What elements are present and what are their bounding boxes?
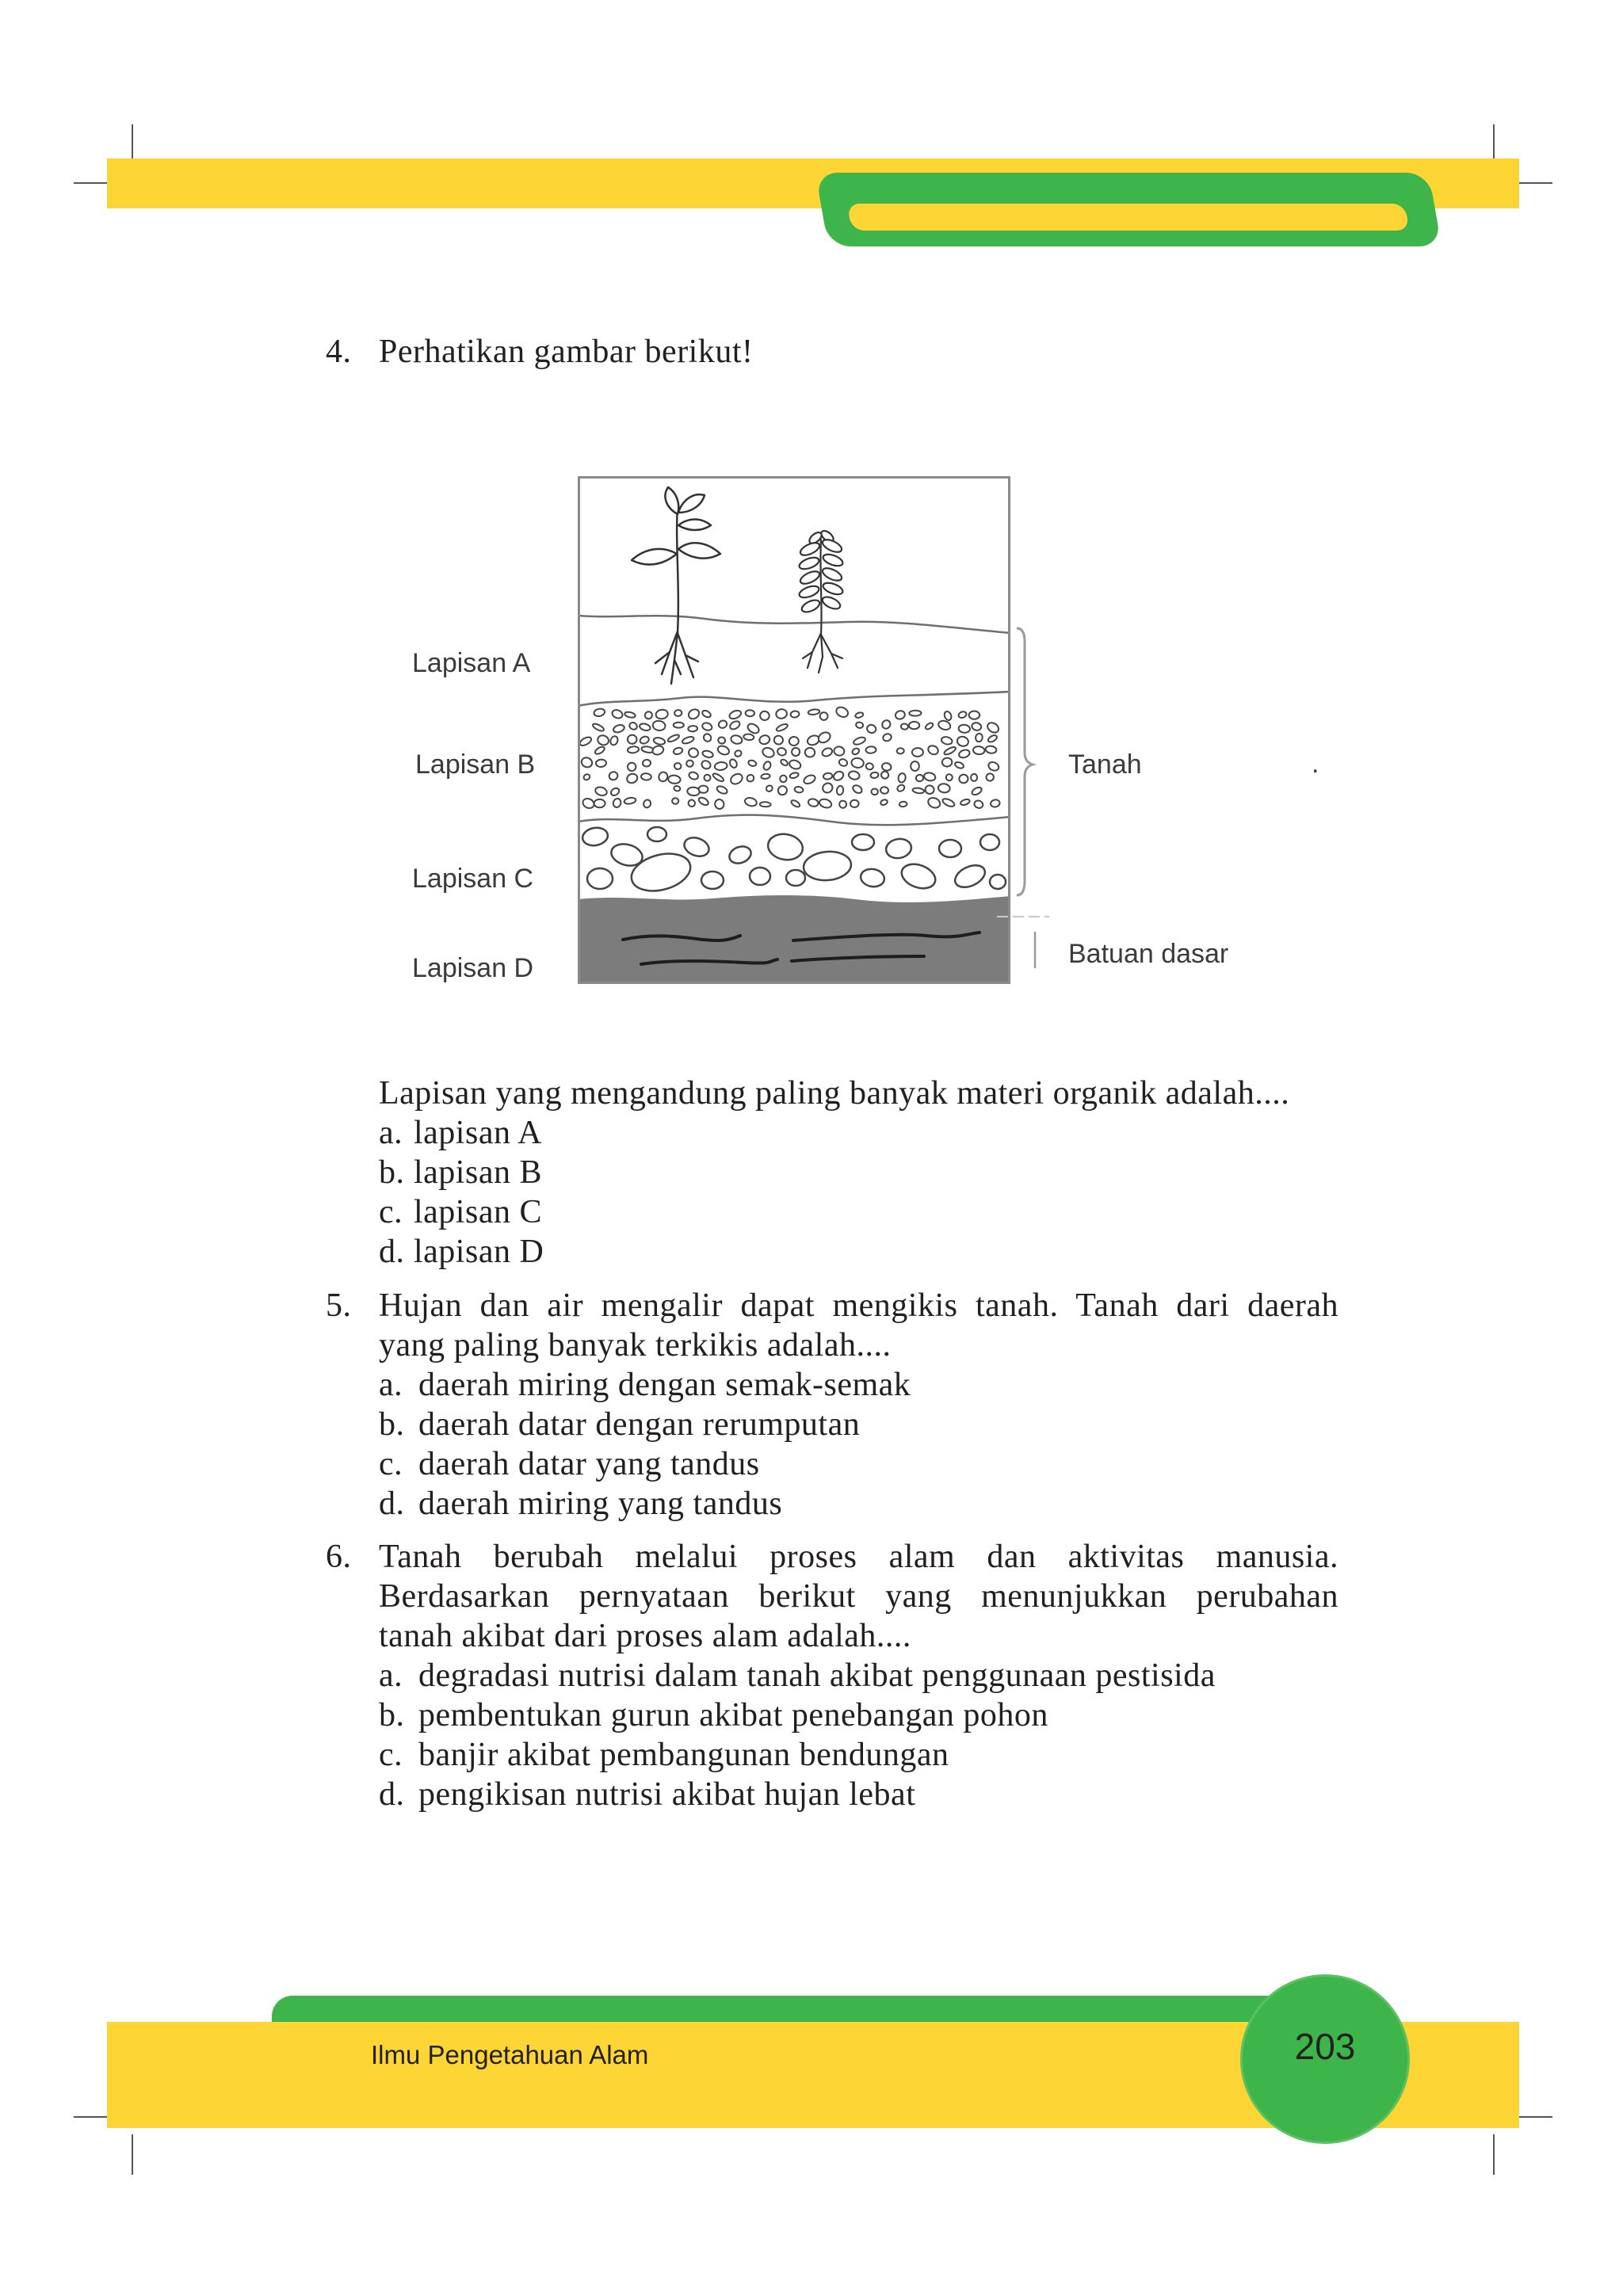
question-stem-line: Berdasarkan pernyataan berikut yang menunjukkan perubahan: [379, 1578, 1338, 1615]
pebble: [703, 774, 711, 782]
pebble: [896, 748, 903, 754]
answer-option: [379, 1232, 1338, 1272]
pebble: [686, 760, 693, 767]
pebble: [865, 762, 874, 770]
option-text: daerah miring dengan semak-semak: [418, 1367, 911, 1403]
pebble: [804, 747, 815, 757]
option-letter: c.: [379, 1194, 403, 1230]
header-green-tab: [815, 173, 1442, 246]
option-text: banjir akibat pembangunan bendungan: [418, 1737, 949, 1773]
answer-option: [379, 1735, 1338, 1775]
pebble: [973, 746, 985, 754]
pebble: [674, 710, 682, 717]
header-tab-inner-bar: [847, 204, 1410, 231]
crop-mark-bottom-left-vertical: [132, 2134, 133, 2175]
option-letter: a.: [379, 1115, 403, 1151]
option-letter: d.: [379, 1234, 405, 1270]
question-stem-line: yang paling banyak terkikis adalah....: [379, 1327, 892, 1363]
option-text: lapisan A: [414, 1115, 542, 1151]
answer-option: [379, 1775, 1338, 1814]
option-letter: b.: [379, 1406, 405, 1443]
option-text: daerah datar dengan rerumputan: [418, 1406, 861, 1443]
pebble: [900, 723, 908, 730]
pebble: [668, 775, 681, 784]
question-stem-line: tanah akibat dari proses alam adalah....: [379, 1618, 911, 1654]
pebble: [971, 774, 977, 781]
pebble: [855, 722, 863, 729]
pebble: [916, 775, 924, 782]
question-4-body: [326, 1074, 1338, 1272]
footer-subject-title: Ilmu Pengetahuan Alam: [371, 2040, 649, 2069]
pebble: [776, 708, 788, 719]
stone: [750, 868, 770, 885]
pebble: [699, 785, 708, 792]
pebble: [836, 785, 844, 795]
pebble: [596, 759, 607, 767]
option-letter: b.: [379, 1697, 405, 1733]
pebble: [969, 711, 980, 719]
pebble: [641, 773, 651, 780]
answer-option: [379, 1695, 1338, 1735]
pebble: [760, 802, 771, 807]
question-number: 4.: [326, 334, 352, 370]
pebble: [880, 787, 888, 795]
option-text: pembentukan gurun akibat penebangan pohon: [418, 1697, 1048, 1733]
pebble: [780, 775, 787, 782]
answer-option: [379, 1113, 1338, 1153]
pebble: [672, 798, 679, 804]
answer-option: [379, 1444, 1338, 1484]
pebble: [958, 774, 968, 784]
pebble: [790, 711, 800, 718]
pebble: [865, 746, 876, 753]
question-stem-line: Hujan dan air mengalir dapat mengikis tanah. Tanah dari daerah: [379, 1287, 1338, 1324]
option-letter: c.: [379, 1737, 403, 1773]
pebble: [743, 734, 754, 741]
stone: [701, 871, 724, 889]
pebble: [958, 724, 970, 733]
pebble: [761, 773, 770, 779]
stone: [647, 827, 666, 841]
pebble: [794, 786, 804, 793]
pebble: [759, 711, 769, 721]
pebble: [870, 772, 879, 778]
question-4-prompt: [326, 332, 1338, 372]
pebble: [925, 784, 935, 795]
soil-profile-diagram: [578, 476, 1010, 984]
option-letter: c.: [379, 1446, 403, 1482]
option-text: lapisan D: [414, 1234, 544, 1270]
option-text: lapisan B: [414, 1154, 542, 1191]
pebble: [643, 759, 651, 766]
option-letter: d.: [379, 1486, 405, 1522]
pebble: [975, 733, 983, 742]
pebble: [773, 735, 784, 746]
label-lapisan-c: Lapisan C: [412, 864, 534, 894]
label-tanah: Tanah: [1068, 749, 1142, 780]
answer-option: [379, 1484, 1338, 1524]
pebble: [674, 785, 681, 791]
question-stem: Lapisan yang mengandung paling banyak materi organik adalah....: [379, 1075, 1290, 1112]
question-prompt-text: Perhatikan gambar berikut!: [379, 334, 754, 370]
stone: [786, 870, 805, 886]
option-text: daerah datar yang tandus: [418, 1446, 760, 1482]
pebble: [627, 746, 639, 753]
pebble: [872, 789, 878, 795]
option-letter: a.: [379, 1367, 403, 1403]
question-5: [326, 1286, 1338, 1524]
answer-option: [379, 1153, 1338, 1192]
pebble: [594, 799, 605, 808]
label-lapisan-d: Lapisan D: [412, 953, 534, 983]
pebble: [745, 710, 754, 716]
option-text: degradasi nutrisi dalam tanah akibat penggunaan pestisida: [418, 1657, 1216, 1694]
pebble: [899, 801, 907, 807]
option-letter: a.: [379, 1657, 403, 1694]
answer-option: [379, 1656, 1338, 1695]
page-number: 203: [1294, 2026, 1356, 2067]
option-text: lapisan C: [414, 1194, 542, 1230]
option-text: pengikisan nutrisi akibat hujan lebat: [418, 1776, 916, 1813]
label-batuan-dasar: Batuan dasar: [1068, 939, 1229, 969]
option-letter: d.: [379, 1776, 405, 1813]
answer-option: [379, 1405, 1338, 1444]
pebble: [941, 757, 952, 767]
crop-mark-bottom-right-horizontal: [1519, 2116, 1552, 2118]
pebble: [912, 748, 923, 757]
pebble: [839, 800, 847, 808]
crop-mark-top-right-horizontal: [1519, 182, 1552, 184]
stray-dot-mark: .: [1312, 749, 1319, 779]
label-lapisan-b: Lapisan B: [415, 749, 536, 780]
answer-option: [379, 1192, 1338, 1232]
stone: [939, 840, 961, 857]
stone: [980, 834, 999, 850]
option-letter: b.: [379, 1154, 405, 1191]
pebble: [909, 711, 921, 716]
question-stem-line: Tanah berubah melalui proses alam dan aktivitas manusia.: [379, 1539, 1338, 1575]
plant-stem: [820, 540, 821, 635]
stone: [990, 875, 1006, 889]
answer-option: [379, 1365, 1338, 1405]
question-number: 5.: [326, 1287, 352, 1324]
pebble: [674, 763, 682, 770]
question-number: 6.: [326, 1539, 352, 1575]
option-text: daerah miring yang tandus: [418, 1486, 783, 1522]
pebble: [823, 772, 832, 780]
bedrock-bracket: [991, 911, 1062, 974]
pebble: [850, 800, 859, 808]
stone: [852, 834, 874, 850]
question-6: [326, 1537, 1338, 1814]
crop-mark-bottom-right-vertical: [1493, 2134, 1495, 2175]
label-lapisan-a: Lapisan A: [412, 648, 531, 678]
soil-brace: [1013, 626, 1044, 900]
pebble: [909, 722, 919, 730]
pebble: [674, 723, 684, 728]
pebble: [911, 761, 919, 772]
pebble: [628, 734, 637, 744]
stone: [587, 868, 613, 889]
pebble: [789, 736, 799, 746]
pebble: [688, 726, 697, 732]
